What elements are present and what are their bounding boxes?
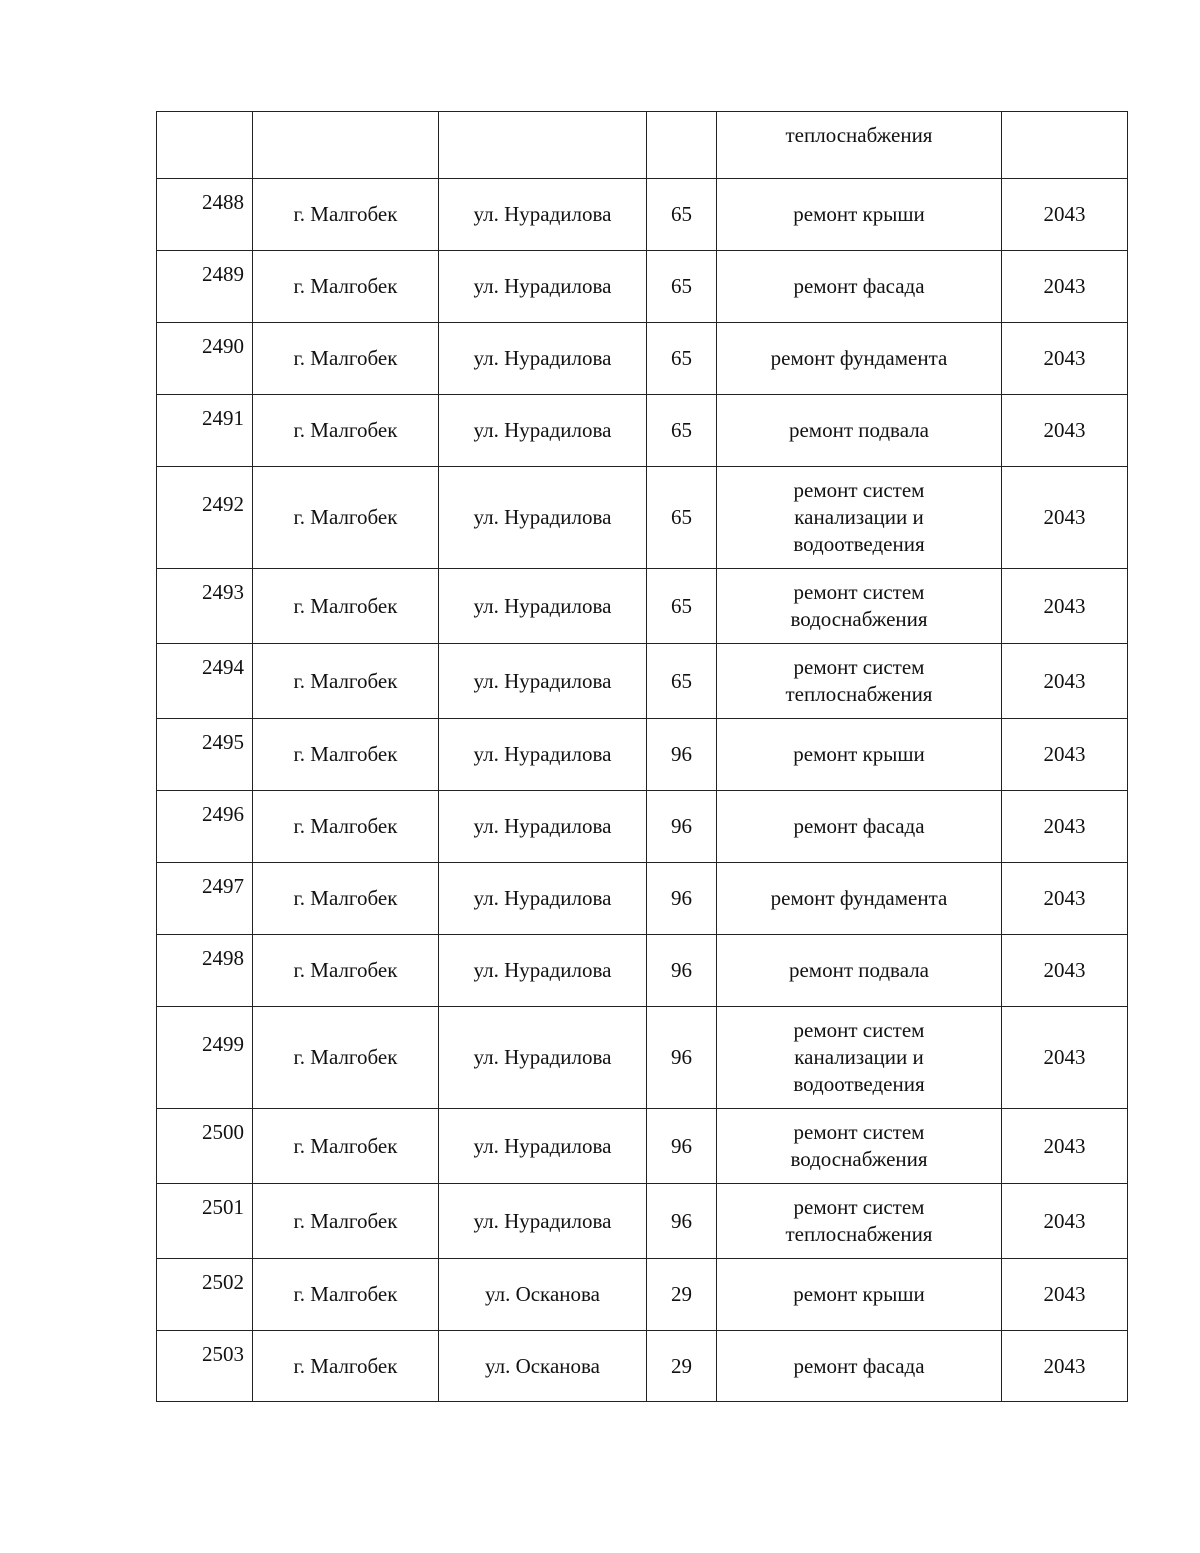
work-type-cell: ремонт систем канализации и водоотведения [717, 1007, 1002, 1109]
repair-schedule-table [156, 111, 1128, 1402]
city-cell: г. Малгобек [253, 719, 439, 791]
city-cell: г. Малгобек [253, 569, 439, 644]
year-cell: 2043 [1002, 251, 1128, 323]
street-cell: ул. Осканова [439, 1259, 647, 1331]
row-number: 2501 [157, 1184, 253, 1259]
city-cell: г. Малгобек [253, 251, 439, 323]
table-row [157, 1184, 1128, 1259]
house-cell: 29 [647, 1331, 717, 1402]
city-cell: г. Малгобек [253, 935, 439, 1007]
house-cell: 96 [647, 791, 717, 863]
city-cell: г. Малгобек [253, 1007, 439, 1109]
table-row [157, 1007, 1128, 1109]
house-cell: 65 [647, 644, 717, 719]
year-cell: 2043 [1002, 863, 1128, 935]
year-cell [1002, 112, 1128, 179]
work-type-cell: ремонт систем водоснабжения [717, 569, 1002, 644]
work-type-cell: ремонт фундамента [717, 863, 1002, 935]
table-row [157, 112, 1128, 179]
table-row [157, 1259, 1128, 1331]
city-cell: г. Малгобек [253, 179, 439, 251]
street-cell: ул. Нурадилова [439, 791, 647, 863]
work-type-cell: ремонт крыши [717, 179, 1002, 251]
year-cell: 2043 [1002, 1259, 1128, 1331]
row-number: 2495 [157, 719, 253, 791]
city-cell: г. Малгобек [253, 791, 439, 863]
work-type-cell: ремонт подвала [717, 935, 1002, 1007]
house-cell: 96 [647, 935, 717, 1007]
city-cell: г. Малгобек [253, 395, 439, 467]
house-cell [647, 112, 717, 179]
street-cell: ул. Нурадилова [439, 1109, 647, 1184]
row-number: 2488 [157, 179, 253, 251]
table-row [157, 251, 1128, 323]
table-row [157, 719, 1128, 791]
work-type-cell: ремонт подвала [717, 395, 1002, 467]
row-number: 2497 [157, 863, 253, 935]
year-cell: 2043 [1002, 719, 1128, 791]
table-row [157, 863, 1128, 935]
row-number: 2498 [157, 935, 253, 1007]
street-cell: ул. Нурадилова [439, 935, 647, 1007]
city-cell [253, 112, 439, 179]
row-number: 2496 [157, 791, 253, 863]
work-type-cell: ремонт фундамента [717, 323, 1002, 395]
row-number: 2492 [157, 467, 253, 569]
year-cell: 2043 [1002, 935, 1128, 1007]
street-cell: ул. Нурадилова [439, 644, 647, 719]
work-type-cell: ремонт фасада [717, 1331, 1002, 1402]
house-cell: 96 [647, 863, 717, 935]
table-row [157, 467, 1128, 569]
house-cell: 65 [647, 323, 717, 395]
row-number: 2490 [157, 323, 253, 395]
row-number [157, 112, 253, 179]
street-cell: ул. Нурадилова [439, 719, 647, 791]
year-cell: 2043 [1002, 791, 1128, 863]
house-cell: 65 [647, 395, 717, 467]
house-cell: 65 [647, 251, 717, 323]
street-cell [439, 112, 647, 179]
street-cell: ул. Нурадилова [439, 863, 647, 935]
row-number: 2491 [157, 395, 253, 467]
street-cell: ул. Нурадилова [439, 251, 647, 323]
work-type-cell: ремонт систем теплоснабжения [717, 1184, 1002, 1259]
street-cell: ул. Нурадилова [439, 395, 647, 467]
street-cell: ул. Нурадилова [439, 569, 647, 644]
work-type-cell: ремонт систем водоснабжения [717, 1109, 1002, 1184]
row-number: 2500 [157, 1109, 253, 1184]
city-cell: г. Малгобек [253, 1259, 439, 1331]
city-cell: г. Малгобек [253, 644, 439, 719]
house-cell: 29 [647, 1259, 717, 1331]
house-cell: 96 [647, 1184, 717, 1259]
year-cell: 2043 [1002, 1007, 1128, 1109]
street-cell: ул. Нурадилова [439, 1184, 647, 1259]
city-cell: г. Малгобек [253, 467, 439, 569]
year-cell: 2043 [1002, 467, 1128, 569]
house-cell: 96 [647, 1109, 717, 1184]
year-cell: 2043 [1002, 569, 1128, 644]
table-row [157, 791, 1128, 863]
house-cell: 65 [647, 569, 717, 644]
table-row [157, 179, 1128, 251]
city-cell: г. Малгобек [253, 1184, 439, 1259]
table-row [157, 935, 1128, 1007]
year-cell: 2043 [1002, 395, 1128, 467]
row-number: 2489 [157, 251, 253, 323]
row-number: 2494 [157, 644, 253, 719]
row-number: 2502 [157, 1259, 253, 1331]
street-cell: ул. Нурадилова [439, 323, 647, 395]
work-type-cell: ремонт крыши [717, 719, 1002, 791]
table-row [157, 569, 1128, 644]
row-number: 2503 [157, 1331, 253, 1402]
year-cell: 2043 [1002, 644, 1128, 719]
year-cell: 2043 [1002, 1331, 1128, 1402]
street-cell: ул. Осканова [439, 1331, 647, 1402]
work-type-cell: ремонт фасада [717, 791, 1002, 863]
city-cell: г. Малгобек [253, 323, 439, 395]
work-type-cell: ремонт систем теплоснабжения [717, 644, 1002, 719]
house-cell: 65 [647, 467, 717, 569]
work-type-cell: теплоснабжения [717, 112, 1002, 179]
street-cell: ул. Нурадилова [439, 1007, 647, 1109]
year-cell: 2043 [1002, 323, 1128, 395]
row-number: 2499 [157, 1007, 253, 1109]
house-cell: 96 [647, 1007, 717, 1109]
work-type-cell: ремонт систем канализации и водоотведения [717, 467, 1002, 569]
table-row [157, 1109, 1128, 1184]
street-cell: ул. Нурадилова [439, 467, 647, 569]
work-type-cell: ремонт фасада [717, 251, 1002, 323]
year-cell: 2043 [1002, 1184, 1128, 1259]
street-cell: ул. Нурадилова [439, 179, 647, 251]
table-row [157, 1331, 1128, 1402]
table-row [157, 395, 1128, 467]
city-cell: г. Малгобек [253, 1331, 439, 1402]
city-cell: г. Малгобек [253, 1109, 439, 1184]
table-row [157, 644, 1128, 719]
house-cell: 96 [647, 719, 717, 791]
row-number: 2493 [157, 569, 253, 644]
year-cell: 2043 [1002, 1109, 1128, 1184]
table-row [157, 323, 1128, 395]
year-cell: 2043 [1002, 179, 1128, 251]
city-cell: г. Малгобек [253, 863, 439, 935]
house-cell: 65 [647, 179, 717, 251]
work-type-cell: ремонт крыши [717, 1259, 1002, 1331]
